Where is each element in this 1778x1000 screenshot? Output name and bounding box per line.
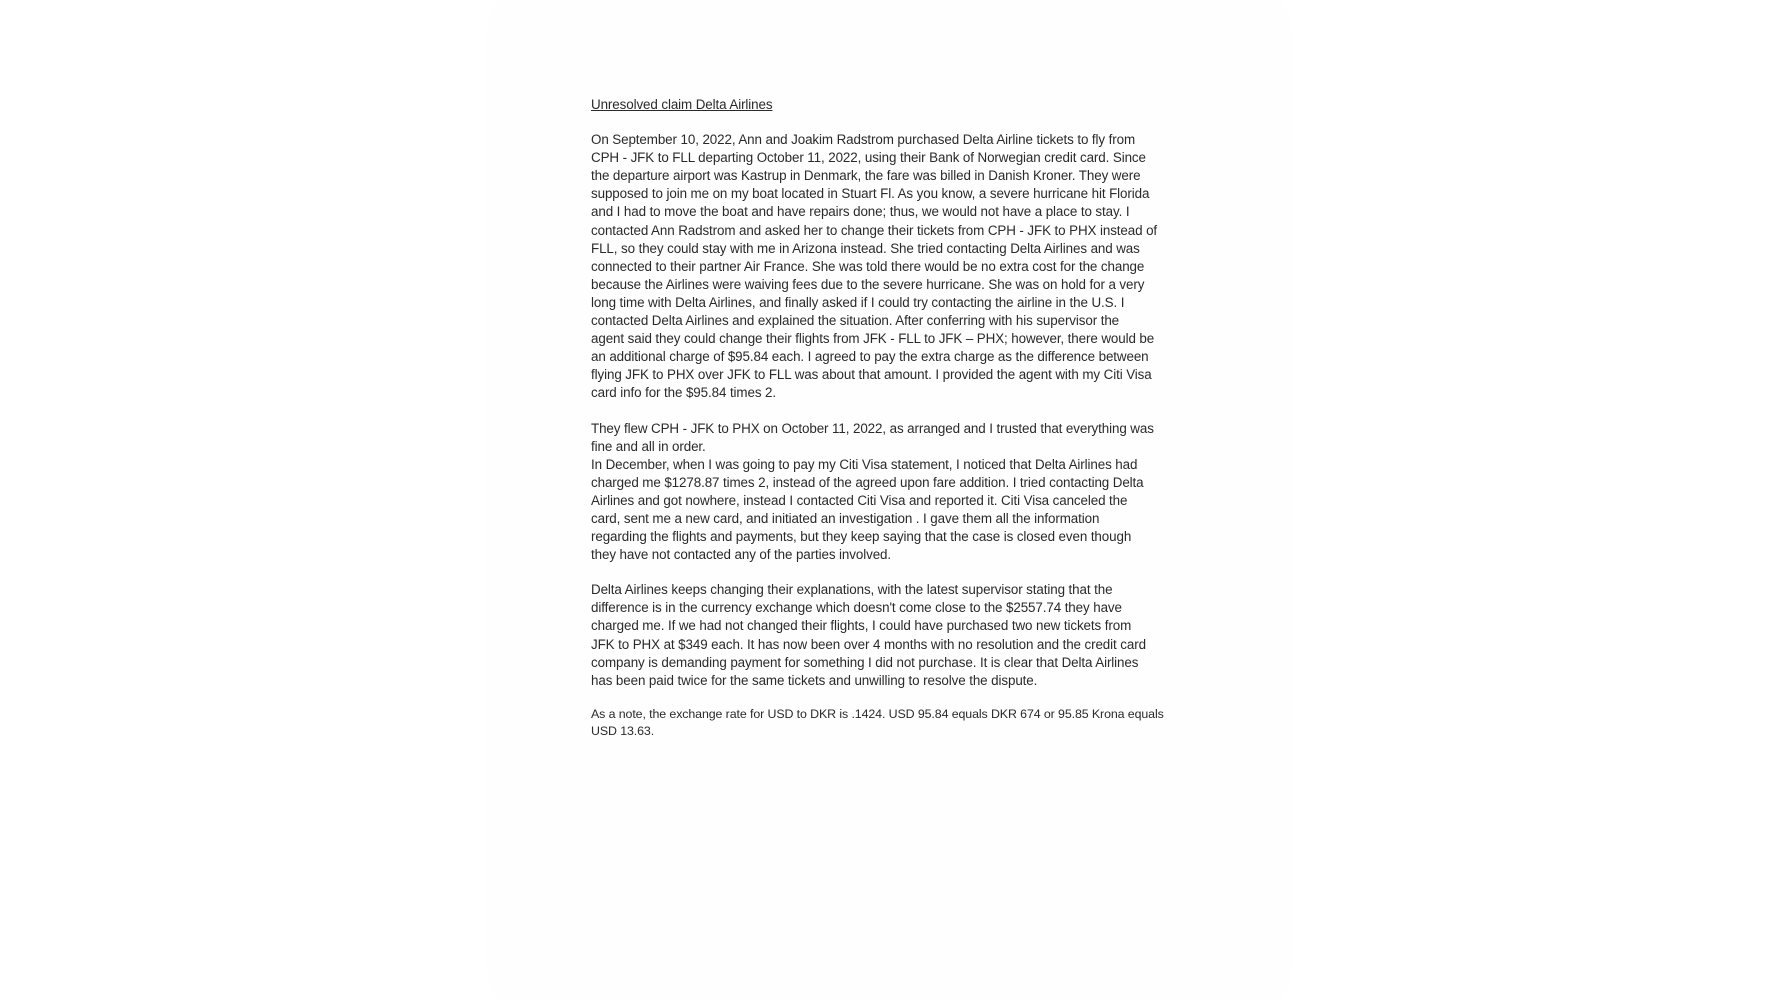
paragraph-line: card info for the $95.84 times 2. bbox=[591, 385, 777, 401]
paragraph-line: agent said they could change their flights from JFK - FLL to JFK – PHX; however, there would be bbox=[591, 331, 1155, 347]
paragraph-line: Airlines and got nowhere, instead I contacted Citi Visa and reported it. Citi Visa canceled the bbox=[591, 492, 1128, 508]
exchange-rate-note bbox=[591, 706, 1191, 740]
paragraph-line: company is demanding payment for something I did not purchase. It is clear that Delta Airlines bbox=[591, 654, 1139, 670]
paragraph-line: CPH - JFK to FLL departing October 11, 2022, using their Bank of Norwegian credit card. Since bbox=[591, 150, 1146, 166]
paragraph-line: flying JFK to PHX over JFK to FLL was about that amount. I provided the agent with my Citi Visa bbox=[591, 367, 1152, 383]
paragraph-line: contacted Delta Airlines and explained the situation. After conferring with his supervisor the bbox=[591, 313, 1120, 329]
paragraph-line: regarding the flights and payments, but they keep saying that the case is closed even though bbox=[591, 529, 1132, 545]
paragraph-spacer bbox=[591, 403, 1191, 420]
paragraph-line: contacted Ann Radstrom and asked her to change their tickets from CPH - JFK to PHX instead of bbox=[591, 222, 1158, 238]
paragraph-line: supposed to join me on my boat located in Stuart Fl. As you know, a severe hurricane hit Florida bbox=[591, 186, 1150, 202]
paragraph-line: charged me. If we had not changed their flights, I could have purchased two new tickets from bbox=[591, 618, 1132, 634]
paragraph-purchase-details bbox=[591, 131, 1191, 402]
paragraph-spacer bbox=[591, 690, 1191, 706]
paragraph-line: card, sent me a new card, and initiated an investigation . I gave them all the information bbox=[591, 510, 1100, 526]
paragraph-dispute-summary bbox=[591, 581, 1191, 690]
paragraph-line: connected to their partner Air France. She was told there would be no extra cost for the change bbox=[591, 258, 1145, 274]
paragraph-line: On September 10, 2022, Ann and Joakim Radstrom purchased Delta Airline tickets to fly from bbox=[591, 132, 1136, 148]
paragraph-spacer bbox=[591, 564, 1191, 581]
paragraph-line: long time with Delta Airlines, and finally asked if I could try contacting the airline in the U.S. I bbox=[591, 294, 1125, 310]
paragraph-line: an additional charge of $95.84 each. I agreed to pay the extra charge as the difference between bbox=[591, 349, 1149, 365]
paragraph-line: Delta Airlines keeps changing their explanations, with the latest supervisor stating that the bbox=[591, 582, 1113, 598]
document-title: Unresolved claim Delta Airlines bbox=[591, 97, 773, 112]
paragraph-line: and I had to move the boat and have repairs done; thus, we would not have a place to stay. I bbox=[591, 204, 1130, 220]
paragraph-line: In December, when I was going to pay my Citi Visa statement, I noticed that Delta Airlines had bbox=[591, 456, 1138, 472]
paragraph-line: charged me $1278.87 times 2, instead of the agreed upon fare addition. I tried contacting Delta bbox=[591, 474, 1144, 490]
paragraph-billing-issue bbox=[591, 420, 1191, 565]
paragraph-line: has been paid twice for the same tickets and unwilling to resolve the dispute. bbox=[591, 672, 1038, 688]
paragraph-line: JFK to PHX at $349 each. It has now been over 4 months with no resolution and the credit card bbox=[591, 636, 1146, 652]
paragraph-line: because the Airlines were waiving fees due to the severe hurricane. She was on hold for a very bbox=[591, 276, 1145, 292]
note-line: As a note, the exchange rate for USD to DKR is .1424. USD 95.84 equals DKR 674 or 95.85 Krona equals bbox=[591, 706, 1164, 721]
paragraph-line: FLL, so they could stay with me in Arizona instead. She tried contacting Delta Airlines and was bbox=[591, 240, 1140, 256]
document-body bbox=[591, 96, 1191, 740]
paragraph-line: the departure airport was Kastrup in Denmark, the fare was billed in Danish Kroner. They were bbox=[591, 168, 1141, 184]
paragraph-line: fine and all in order. bbox=[591, 438, 706, 454]
document-page bbox=[500, 0, 1278, 1000]
paragraph-line: They flew CPH - JFK to PHX on October 11, 2022, as arranged and I trusted that everything was bbox=[591, 420, 1154, 436]
paragraph-line: difference is in the currency exchange which doesn't come close to the $2557.74 they have bbox=[591, 600, 1122, 616]
paragraph-line: they have not contacted any of the parties involved. bbox=[591, 547, 892, 563]
note-line: USD 13.63. bbox=[591, 723, 655, 738]
